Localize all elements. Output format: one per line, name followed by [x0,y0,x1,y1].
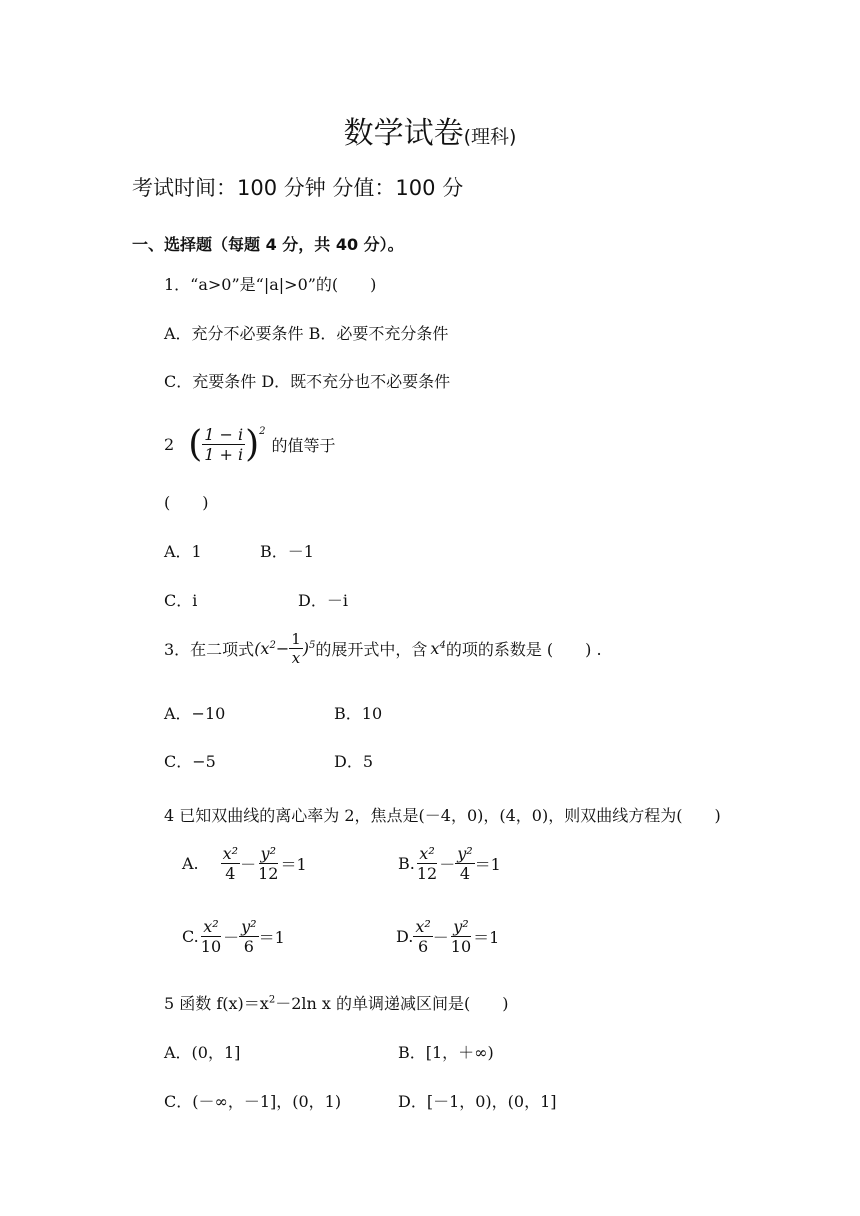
fraction-denominator: 10 [200,937,222,957]
equals-one: ＝1 [280,855,307,875]
question-4-stem: 4 已知双曲线的离心率为 2，焦点是(－4，0)，(4，0)，则双曲线方程为( ) [164,806,721,825]
fraction-numerator: x² [203,917,219,936]
fraction-numerator: x² [222,844,239,863]
fraction-y [239,917,258,956]
fraction-x [221,844,240,883]
question-2-option-d: D．－i [298,591,348,610]
stem-part-a: 5 函数 f(x)＝x [164,994,269,1013]
fraction-numerator: y² [241,917,257,936]
question-3-option-c: C．−5 [164,752,216,771]
title-main: 数学试卷 [343,116,464,151]
fraction-denominator: 4 [225,864,236,884]
fraction-numerator: x² [419,844,435,863]
question-1-options-row2: C．充要条件 D．既不充分也不必要条件 [164,372,451,391]
left-paren: ( [188,424,203,465]
question-3-tail: 的项的系数是 ( ) . [445,640,602,659]
minus-sign: － [240,855,257,875]
question-4-option-c [182,917,285,956]
term-x: x [430,639,440,658]
section-heading: 一、选择题（每题 4 分，共 40 分）。 [132,235,404,254]
question-4-option-d [396,917,499,956]
stem-part-b: －2ln x 的单调递减区间是( ) [275,994,509,1013]
fraction-numerator: y² [453,917,469,936]
exam-info: 考试时间：100 分钟 分值：100 分 [132,176,464,200]
fraction-x [415,844,439,883]
question-2-option-b: B．－1 [260,542,314,561]
binomial-minus: − [275,639,290,658]
fraction-y [455,844,474,883]
question-2-paren: ( ) [164,493,209,512]
question-4-option-b [398,844,501,883]
question-2-fraction [202,425,245,464]
title-suffix: (理科) [463,126,517,148]
fraction-denominator: 12 [258,864,279,884]
fraction-numerator: 1 [291,630,301,648]
equals-one: ＝1 [473,928,500,948]
question-3-stem [164,630,602,667]
question-1-options-row1: A．充分不必要条件 B．必要不充分条件 [164,324,449,343]
equals-one: ＝1 [258,928,285,948]
fraction-y [256,844,280,883]
question-2-option-a: A．1 [164,542,202,561]
fraction-numerator: 1 − i [204,424,244,444]
binomial-power: 5 [309,640,316,651]
fraction-denominator: 6 [417,937,429,957]
option-label: B. [398,854,415,874]
binomial-square: 2 [269,640,276,651]
question-3-option-d: D．5 [334,752,374,771]
question-2-exponent: 2 [259,426,266,437]
fraction-numerator: y² [457,844,473,863]
binomial-close: ) [302,639,310,658]
question-4-option-a [182,844,307,883]
fraction-denominator: 6 [243,937,254,957]
question-5-option-d: D．[－1，0)，(0，1] [398,1092,557,1111]
question-5-option-c: C．(－∞，－1]，(0，1) [164,1092,342,1111]
option-label: A. [182,854,199,874]
binomial-fraction [289,630,303,667]
fraction-x [199,917,223,956]
page-title [0,108,860,152]
fraction-denominator: 1 + i [204,445,244,464]
question-2-option-c: C．i [164,591,198,610]
minus-sign: － [439,855,456,875]
fraction-denominator: 12 [416,864,438,884]
fraction-numerator: y² [260,844,276,863]
right-paren: ) [245,424,260,465]
question-3-mid: 的展开式中，含 [315,640,428,659]
fraction-y [449,917,473,956]
fraction-denominator: x [291,649,301,667]
fraction-denominator: 4 [459,864,471,884]
question-1-stem: 1．“a>0”是“|a|>0”的( ) [164,275,377,294]
option-label: C. [182,927,199,947]
minus-sign: － [432,928,449,948]
option-label: D. [396,927,414,947]
question-3-option-b: B．10 [334,704,383,723]
fraction-denominator: 10 [450,937,472,957]
binomial-open: (x [254,639,270,658]
question-5-option-a: A．(0，1] [164,1043,241,1062]
question-2-stem [164,424,336,465]
minus-sign: － [223,928,240,948]
question-3-option-a: A．−10 [164,704,226,723]
question-2-tail: 的值等于 [271,436,336,455]
question-5-option-b: B．[1，＋∞) [398,1043,494,1062]
question-5-stem [164,991,508,1014]
equals-one: ＝1 [474,855,501,875]
stem-superscript: 2 [268,994,276,1006]
term-power: 4 [439,640,446,651]
fraction-numerator: x² [415,917,431,936]
question-2-number: 2 [164,435,175,454]
question-3-lead: 3．在二项式 [164,640,255,659]
fraction-x [413,917,432,956]
